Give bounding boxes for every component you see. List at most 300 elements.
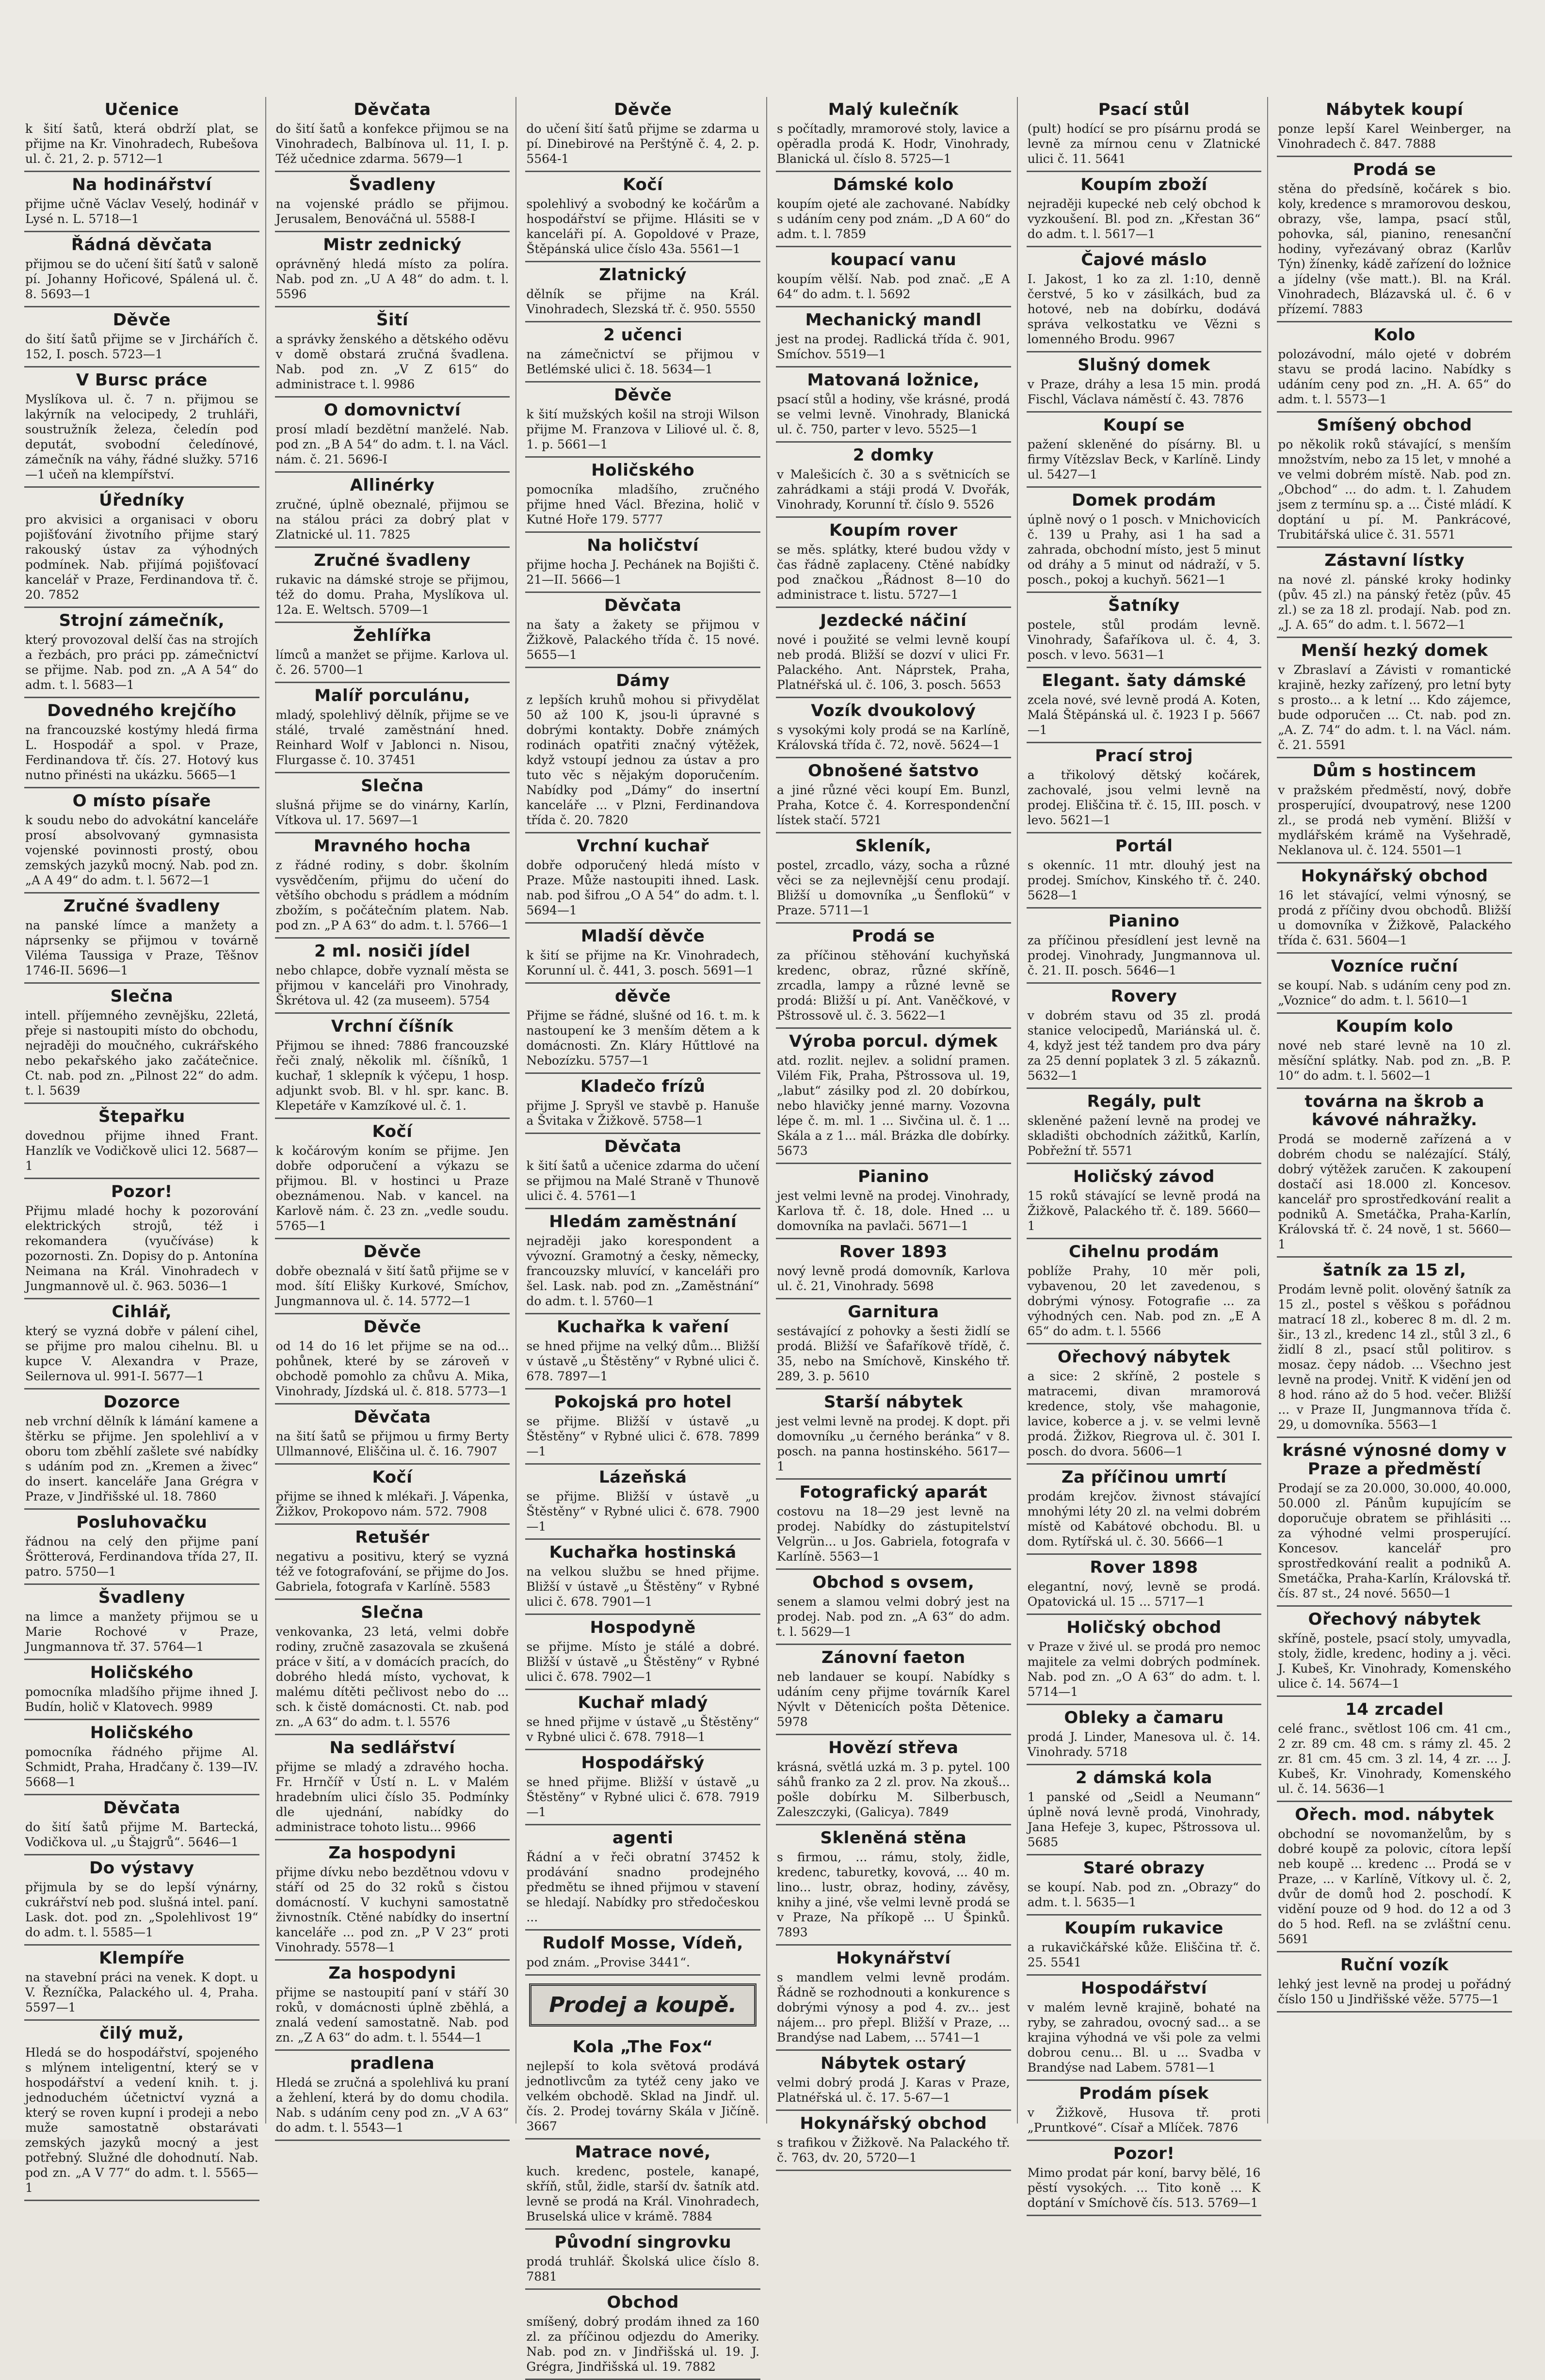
- classified-ad: [24, 1585, 259, 1660]
- ad-body: na šaty a žakety se přijmou v Žižkově, Palackého třída č. 15 nové. 5655—1: [526, 618, 760, 662]
- ad-heading: Vrchní kuchař: [577, 836, 709, 856]
- ad-heading: Garnitura: [848, 1302, 939, 1322]
- classified-ad: [1027, 247, 1262, 352]
- classified-ad: [525, 2230, 760, 2290]
- ad-body: nejraději kupecké neb celý obchod k vyzkoušení. Bl. pod zn. „Křestan 36“ do adm. t. l. 5617—1: [1027, 197, 1261, 241]
- ad-heading: Za hospodyni: [328, 1964, 456, 1983]
- ad-body: senem a slamou velmi dobrý jest na prodej. Nab. pod zn. „A 63“ do adm. t. l. 5629—1: [777, 1595, 1010, 1639]
- classified-ad: [275, 1314, 510, 1405]
- ad-body: sestávající z pohovky a šesti židlí se prodá. Bližší ve Šafaříkově třídě, č. 35, nebo na Smíchově, Kinského tř. 289, 3. p. 5610: [777, 1324, 1010, 1383]
- ad-body: atd. rozlit. nejlev. a solidní pramen. Vilém Fik, Praha, Pštrossova ul. 19, „labut“ zásilky pod zl. 20 dobírkou, nebo hlavičky jenné marny. Vozovna lépe č. m. ml. 1 ... Sivčina ul. č. 1 ... Skála a z 1... mál. Brázka dle dobírky. 5673: [777, 1054, 1010, 1158]
- ad-heading: Na hodinářství: [72, 175, 212, 194]
- classified-ad: [525, 533, 760, 593]
- ad-body: přijme se nastoupití paní v stáří 30 roků, v domácnosti úplně zběhlá, a znalá vedení samostatně. Nab. pod zn. „Z A 63“ do adm. t. l. 5544—1: [275, 1985, 509, 2045]
- ad-heading: Matrace nové,: [575, 2142, 711, 2162]
- classified-ad: [776, 1299, 1011, 1390]
- ad-heading: Prodá se: [852, 926, 935, 946]
- ad-heading: Do výstavy: [89, 1858, 194, 1878]
- classified-ad: [275, 473, 510, 548]
- classified-ad: [275, 232, 510, 307]
- classified-ad: [275, 1961, 510, 2051]
- section-banner: Prodej a koupě.: [529, 1983, 756, 2027]
- ad-body: jest velmi levně na prodej. K dopt. při domovníku „u černého beránka“ v 8. posch. na panna hostinského. 5617—1: [777, 1414, 1010, 1473]
- ad-body: na zámečnictví se přijmou v Betlémské ulici č. 18. 5634—1: [526, 347, 760, 376]
- ad-body: přijme J. Spryšl ve stavbě p. Hanuše a Švitaka v Žižkově. 5758—1: [526, 1099, 760, 1128]
- ad-body: Myslíkova ul. č. 7 n. přijmou se lakýrník na velocipedy, 2 truhláři, soustružník železa, čeledín pod deputát, svobodní čeledínové, zámečník na váhy, řádné služky. 5716—1 učeň na klempířství.: [25, 392, 258, 481]
- classified-ad: [1027, 413, 1262, 488]
- ad-heading: Cihelnu prodám: [1069, 1242, 1219, 1262]
- ad-heading: Prací stroj: [1095, 746, 1193, 766]
- ad-body: pro akvisici a organisaci v oboru pojišťování životního přijme starý rakouský ústav za výhodných podmínek. Nab. přijímá pojišťovací kancelář v Praze, Ferdinandova tř. č. 20. 7852: [25, 512, 258, 602]
- ad-heading: Mistr zednický: [323, 235, 462, 255]
- ad-heading: Holičského: [90, 1723, 193, 1742]
- ad-heading: Kočí: [623, 175, 663, 194]
- classified-ad: [1027, 1916, 1262, 1976]
- ad-heading: 14 zrcadel: [1345, 1700, 1444, 1719]
- ad-body: v Praze, dráhy a lesa 15 min. prodá Fischl, Václava náměstí č. 43. 7876: [1027, 377, 1261, 406]
- ad-heading: Za příčinou umrtí: [1061, 1468, 1227, 1487]
- classified-ad: [776, 1029, 1011, 1164]
- ad-heading: Dámské kolo: [833, 175, 954, 194]
- classified-ad: [24, 698, 259, 788]
- classified-ad: [525, 1074, 760, 1134]
- ad-body: přijme se mladý a zdravého hocha. Fr. Hrnčíř v Ústí n. L. v Malém hradebním ulici číslo 35. Podmínky dle ujednání, nabídky do administrace tohoto listu... 9966: [275, 1760, 509, 1834]
- ad-body: neb vrchní dělník k lámání kamene a štěrku se přijme. Jen spolehliví a v oboru tom zběhlí zašlete své nabídky s udáním pod zn. „Kremen a živec“ do insert. kanceláře Jana Grégra v Praze, v Jindřišské ul. 18. 7860: [25, 1414, 258, 1503]
- classified-ad: [275, 1735, 510, 1840]
- ad-heading: Švadleny: [98, 1588, 185, 1607]
- classified-ad: [525, 383, 760, 458]
- ad-body: do šití šatů přijme M. Bartecká, Vodičkova ul. „u Štajgrů“. 5646—1: [25, 1820, 258, 1849]
- classified-ad: [275, 398, 510, 473]
- ad-heading: Kola „The Fox“: [572, 2037, 713, 2057]
- classified-ad: [1027, 1976, 1262, 2081]
- ad-heading: 2 domky: [853, 446, 934, 465]
- ad-heading: Řádná děvčata: [71, 235, 212, 255]
- ad-heading: Výroba porcul. dýmek: [789, 1032, 998, 1051]
- classified-ad: [24, 1946, 259, 2021]
- ad-body: v dobrém stavu od 35 zl. prodá stanice velocipedů, Mariánská ul. č. 4, když jest též tandem pro dva páry za 25 denní poplatek 3 zl. 5 zákaznů. 5632—1: [1027, 1008, 1261, 1083]
- classified-ad: [525, 2290, 760, 2380]
- classified-ad: [525, 1390, 760, 1465]
- ad-body: prosí mladí bezdětní manželé. Nab. pod zn. „B A 54“ do adm. t. l. na Václ. nám. č. 21. 5696-I: [275, 422, 509, 466]
- classified-ad: [1027, 1705, 1262, 1765]
- classified-ad: [275, 773, 510, 833]
- classified-ad: [1277, 413, 1512, 548]
- classified-ad: [24, 97, 259, 172]
- classified-ad: [1277, 954, 1512, 1014]
- ad-body: intell. příjemného zevnějšku, 22letá, přeje si nastoupiti místo do obchodu, nejraději do moučného, cukrářského nebo pekařského jako začátečnice. Ct. nab. pod zn. „Pilnost 22“ do adm. t. l. 5639: [25, 1008, 258, 1098]
- ad-heading: Děvče: [363, 1317, 421, 1337]
- classified-ad: [776, 443, 1011, 518]
- ad-body: zcela nové, své levně prodá A. Koten, Malá Štěpánská ul. č. 1923 I p. 5667—1: [1027, 693, 1261, 737]
- ad-body: pomocníka mladšího, zručného přijme hned Václ. Březina, holič v Kutné Hoře 179. 5777: [526, 482, 760, 527]
- ad-body: zručné, úplně obeznalé, přijmou se na stálou práci za dobrý plat v Zlatnické ul. 11. 7825: [275, 497, 509, 542]
- ad-heading: Koupím kolo: [1336, 1017, 1453, 1036]
- ad-heading: Portál: [1115, 836, 1173, 856]
- ad-heading: Klempíře: [99, 1949, 185, 1968]
- classified-column-4: [771, 97, 1018, 2165]
- ad-body: přijmou se do učení šití šatů v saloně pí. Johanny Hořicové, Spálená ul. č. 8. 5693—1: [25, 257, 258, 301]
- classified-ad: [776, 1164, 1011, 1239]
- ad-body: na panské límce a manžety a náprsenky se přijmou v továrně Viléma Taussiga v Praze, Těšnov 1746-II. 5696—1: [25, 918, 258, 977]
- ad-heading: Domek prodám: [1072, 491, 1216, 510]
- classified-ad: [24, 1720, 259, 1795]
- ad-body: smíšený, dobrý prodám ihned za 160 zl. za příčinou odjezdu do Ameriky. Nab. pod zn. v Jindřišská ul. 19. J. Grégra, Jindřišská ul. 19. 7882: [526, 2315, 760, 2374]
- ad-body: od 14 do 16 let přijme se na od... pohůnek, které by se zároveň v obchodě pomohlo za chůvu A. Mika, Vinohrady, Jízdská ul. č. 818. 5773—1: [275, 1339, 509, 1398]
- ad-heading: Kuchařka k vaření: [557, 1317, 729, 1337]
- ad-heading: továrna na škrob a kávové náhražky.: [1304, 1092, 1484, 1130]
- classified-ad: [24, 172, 259, 232]
- classified-ad: [525, 924, 760, 984]
- classified-ad: [776, 833, 1011, 924]
- ad-body: v Žižkově, Husova tř. proti „Pruntkové“. Císař a Mlíček. 7876: [1027, 2106, 1261, 2135]
- classified-ad: [525, 97, 760, 172]
- ad-body: v Zbraslaví a Závisti v romantické krajině, hezky zařízený, pro letní byty s prosto... a k letní ... Kdo zájemce, bude odporučen ... Ct. nab. pod zn. „A. Z. 74“ do adm. t. l. na Václ. nám. č. 21. 5591: [1278, 663, 1512, 752]
- classified-ad: [525, 668, 760, 833]
- ad-heading: Holičského: [591, 461, 695, 480]
- ad-heading: O místo písaře: [72, 791, 211, 811]
- classified-ad: [1027, 1089, 1262, 1164]
- ad-heading: Malý kulečník: [828, 100, 959, 119]
- ad-heading: Šití: [376, 310, 409, 330]
- ad-heading: Fotografický aparát: [799, 1483, 988, 1502]
- ad-heading: Děvčata: [604, 596, 682, 615]
- ad-body: prodám krejčov. živnost stávající mnohými léty 20 zl. na velmi dobrém místě od Kabátové obchodu. Bl. u dom. Rytířská ul. č. 30. 5666—1: [1027, 1489, 1261, 1549]
- classified-ad: [1277, 638, 1512, 758]
- ad-heading: Děvčata: [354, 100, 431, 119]
- ad-body: obchodní se novomanželům, by s dobré koupě za polovic, cítora lepší neb koupě ... kredenc ... Prodá se v Praze, ... v Karlíně, Vítkovy ul. č. 2, dvůr de domů hod 2. poschodí. K vidění pouze od 9 hod. do 12 a od 3 do 5 hod. Refl. na se zvláštní cenu. 5691: [1278, 1827, 1512, 1946]
- classified-ad: [24, 1390, 259, 1510]
- classified-ad: [24, 984, 259, 1104]
- ad-heading: Smíšený obchod: [1317, 415, 1472, 435]
- ad-heading: Štepařku: [98, 1107, 185, 1126]
- classified-column-3: [520, 97, 767, 2374]
- ad-heading: Hledám zaměstnání: [549, 1212, 737, 1231]
- classified-ad: [1027, 2081, 1262, 2141]
- ad-heading: Děvčata: [103, 1798, 180, 1818]
- ad-body: slušná přijme se do vinárny, Karlín, Vítkova ul. 17. 5697—1: [275, 798, 509, 827]
- ad-heading: Hospodyně: [590, 1618, 696, 1637]
- classified-ad: [275, 2051, 510, 2141]
- ad-heading: Slečna: [361, 776, 424, 796]
- ad-heading: Vozík dvoukolový: [811, 701, 976, 720]
- ad-heading: Kočí: [372, 1122, 413, 1141]
- ad-body: pomocníka řádného přijme Al. Schmidt, Praha, Hradčany č. 139—IV. 5668—1: [25, 1745, 258, 1789]
- ad-heading: Psací stůl: [1098, 100, 1190, 119]
- ad-body: pod znám. „Provise 3441“.: [526, 1955, 690, 1969]
- ad-body: skleněné pažení levně na prodej ve skladišti obchodních zážitků, Karlín, Pobřežní tř. 5571: [1027, 1114, 1261, 1158]
- classified-ad: [1277, 157, 1512, 322]
- ad-body: koupím ojeté ale zachované. Nabídky s udáním ceny pod znám. „D A 60“ do adm. t. l. 7859: [777, 197, 1010, 241]
- ad-heading: Rudolf Mosse, Vídeň,: [542, 1933, 743, 1953]
- classified-ad: [24, 1855, 259, 1946]
- classified-ad: [24, 608, 259, 698]
- ad-heading: Učenice: [104, 100, 179, 119]
- ad-body: řádnou na celý den přijme paní Šrötterová, Ferdinandova třída 27, II. patro. 5750—1: [25, 1534, 258, 1579]
- ad-heading: čilý muž,: [99, 2024, 184, 2043]
- ad-body: z lepších kruhů mohou si přivydělat 50 až 100 K, jsou-li úpravné s dobrými kontakty. Dobře známých rodinách opatřiti značný výtěžek, když vstoupí jednou za ústav a pro tuto věc s nějakým doporučením. Nabídky pod „Dámy“ do insertní kanceláře ... v Plzni, Ferdinandova třída č. 20. 7820: [526, 693, 760, 827]
- classified-ad: [776, 1825, 1011, 1946]
- ad-heading: Menší hezký domek: [1301, 641, 1488, 660]
- classified-ad: [525, 1825, 760, 1931]
- ad-heading: Matovaná ložnice,: [807, 370, 980, 390]
- ad-body: který provozoval delší čas na strojích a řezbách, pro práci pp. zámečnictví se přijme. Nab. pod zn. „A A 54“ do adm. t. l. 5683—1: [25, 633, 258, 692]
- classified-ad: [1027, 97, 1262, 172]
- classified-ad: [1027, 984, 1262, 1089]
- ad-body: se měs. splátky, které budou vždy v čas řádně zaplaceny. Ctěné nabídky pod značkou „Řádnost 8—10 do administrace t. listu. 5727—1: [777, 543, 1010, 602]
- classified-ad: [525, 1690, 760, 1750]
- ad-heading: O domovnictví: [324, 400, 461, 420]
- ad-body: s počítadly, mramorové stoly, lavice a opěradla prodá K. Hodr, Vinohrady, Blanická ul. číslo 8. 5725—1: [777, 122, 1010, 166]
- classified-ad: [24, 367, 259, 488]
- ad-heading: Staré obrazy: [1083, 1858, 1205, 1878]
- classified-ad: [525, 984, 760, 1074]
- ad-heading: Děvče: [614, 100, 672, 119]
- classified-ad: [24, 2021, 259, 2201]
- classified-ad: [275, 683, 510, 773]
- ad-heading: Slečna: [361, 1603, 424, 1622]
- ad-body: do učení šití šatů přijme se zdarma u pí. Dinebirové na Perštýně č. 4, 2. p. 5564-1: [526, 122, 760, 166]
- classified-ad: [1027, 1344, 1262, 1465]
- ad-body: s firmou, ... rámu, stoly, židle, kredenc, taburetky, kovová, ... 40 m. lino... lustr, obraz, hodiny, závěsy, knihy a jiné, vše velmi levně prodá se v Praze, Na příkopě ... U Špinků. 7893: [777, 1850, 1010, 1939]
- ad-body: Přijmou se ihned: 7886 francouzské řeči znalý, několik ml. číšníků, 1 kuchař, 1 sklepník k výčepu, 1 hosp. adjunkt svob. Bl. v hl. spr. kanc. B. Klepetáře v Kamzíkové ul. č. 1.: [275, 1038, 509, 1113]
- ad-heading: Elegant. šaty dámské: [1042, 671, 1246, 690]
- classified-ad: [1277, 1697, 1512, 1802]
- classified-ad: [1027, 172, 1262, 247]
- classified-ad: [1277, 548, 1512, 638]
- classified-ad: [776, 97, 1011, 172]
- ad-body: Přijme se řádné, slušné od 16. t. m. k nastoupení ke 3 menším dětem a k domácnosti. Zn. Kláry Hűttlové na Nebozízku. 5757—1: [526, 1008, 760, 1068]
- ad-heading: Malíř porculánu,: [314, 686, 470, 705]
- ad-body: jest na prodej. Radlická třída č. 901, Smíchov. 5519—1: [777, 332, 1010, 361]
- ad-heading: Prodá se: [1352, 160, 1436, 179]
- classified-ad: [1277, 322, 1512, 413]
- ad-heading: Dámy: [616, 671, 670, 690]
- ad-heading: Vrchní číšník: [331, 1017, 454, 1036]
- ad-body: úplně nový o 1 posch. v Mnichovicích č. 139 u Prahy, asi 1 ha sad a zahrada, obchodní místo, jest 5 minut od dráhy a 5 minut od nádraží, v 5. posch., pokoj a kuchyň. 5621—1: [1027, 512, 1261, 587]
- ad-heading: Ořechový nábytek: [1057, 1347, 1231, 1367]
- ad-body: na francouzské kostýmy hledá firma L. Hospodář a spol. v Praze, Ferdinandova tř. čís. 27. Hotový kus nutno přinésti na ukázku. 5665—1: [25, 723, 258, 782]
- ad-heading: pradlena: [350, 2054, 435, 2073]
- ad-heading: Kladečo frízů: [580, 1077, 706, 1096]
- ad-heading: Obnošené šatstvo: [808, 761, 979, 781]
- ad-body: 16 let stávající, velmi výnosný, se prodá z příčiny dvou obchodů. Bližší u domovníka v Žižkově, Palackého třída č. 631. 5604—1: [1278, 888, 1512, 947]
- ad-heading: Pianino: [1108, 911, 1180, 931]
- ad-body: k šití šatů, která obdrží plat, se přijme na Kr. Vinohradech, Rubešova ul. č. 21, 2. p. 5712—1: [25, 122, 258, 166]
- ad-heading: V Bursc práce: [76, 370, 208, 390]
- ad-body: k kočárovým koním se přijme. Jen dobře odporučení a výkazu se přijmou. Bl. v hostinci u Praze obeznámenou. Nab. v kancel. na Karlově nám. č. 23 zn. „vedle soudu. 5765—1: [275, 1144, 509, 1233]
- ad-body: oprávněný hledá místo za políra. Nab. pod zn. „U A 48“ do adm. t. l. 5596: [275, 257, 509, 301]
- ad-heading: Posluhovačku: [76, 1513, 208, 1532]
- ad-body: postel, zrcadlo, vázy, socha a různé věci se za nejlevnější cenu prodají. Bližší u domovníka „u Šenflokü“ v Praze. 5711—1: [777, 858, 1010, 917]
- ad-heading: Původní singrovku: [554, 2233, 732, 2252]
- ad-heading: Nábytek ostarý: [821, 2054, 966, 2073]
- ad-heading: Dům s hostincem: [1312, 761, 1477, 781]
- classified-ad: [275, 833, 510, 939]
- ad-heading: Slečna: [110, 987, 174, 1006]
- ad-heading: Hospodářský: [581, 1753, 705, 1773]
- classified-ad: [1027, 668, 1262, 743]
- ad-body: I. Jakost, 1 ko za zl. 1:10, denně čerstvé, 5 ko v zásilkách, bud za hotové, neb na dobírku, dodává správa velkostatku ve Vězni s lomenného Brodu. 9967: [1027, 272, 1261, 346]
- ad-body: Hledá se do hospodářství, spojeného s mlýnem inteligentní, který se v hospodářství a vedení knih. t. j. jednoduchém účetnictví vyzná a který se roven kupní i prodeji a nebo muže samostatně obstarávati zemských jazyků mocný a jest potřebný. Služné dle dohodnutí. Nab. pod zn. „A V 77“ do adm. t. l. 5565—1: [25, 2045, 258, 2195]
- classified-ad: [24, 1795, 259, 1855]
- classified-ad: [1277, 1089, 1512, 1258]
- ad-heading: Zručné švadleny: [63, 896, 220, 916]
- ad-body: k šití mužských košil na stroji Wilson přijme M. Franzova v Liliové ul. č. 8, 1. p. 5661—1: [526, 407, 760, 451]
- ad-heading: koupací vanu: [830, 250, 957, 270]
- ad-body: ponze lepší Karel Weinberger, na Vinohradech č. 847. 7888: [1278, 122, 1512, 151]
- ad-body: a jiné různé věci koupí Em. Bunzl, Praha, Kotce č. 4. Korrespondenční lístek stačí. 5721: [777, 783, 1010, 827]
- classified-ad: [275, 623, 510, 683]
- ad-body: Prodám levně polit. olověný šatník za 15 zl., postel s věškou s pořádnou matrací 18 zl., koberec 8 m. dl. 2 m. šir., 13 zl., kredenc 14 zl., stůl 3 zl., 6 židlí 8 zl., psací stůl politirov. s mosaz. čepy nádob. ... Všechno jest levně na prodej. Vnitř. K vidění jen od 8 hod. ráno až do 5 hod. večer. Bližší ... v Praze II, Jungmannova třída č. 29, u domovníka. 5563—1: [1278, 1282, 1512, 1432]
- classified-ad: [275, 548, 510, 623]
- classified-ad: [525, 1465, 760, 1540]
- ad-body: na nové zl. pánské kroky hodinky (pův. 45 zl.) na pánský řetěz (pův. 45 zl.) se za 18 zl. prodají. Nab. pod zn. „J. A. 65“ do adm. t. l. 5672—1: [1278, 573, 1512, 632]
- classified-ad: [1027, 1855, 1262, 1916]
- classified-ad: [776, 1570, 1011, 1645]
- ad-body: s trafikou v Žižkově. Na Palackého tř. č. 763, dv. 20, 5720—1: [777, 2136, 1010, 2165]
- classified-ad: [1027, 833, 1262, 909]
- ad-body: který se vyzná dobře v pálení cihel, se přijme pro malou cihelnu. Bl. u kupce V. Alexandra v Praze, Seilernova ul. 991-I. 5677—1: [25, 1324, 258, 1383]
- ad-body: dělník se přijme na Král. Vinohradech, Slezská tř. č. 950. 5550: [526, 287, 760, 316]
- classified-ad: [24, 1660, 259, 1720]
- ad-body: z řádné rodiny, s dobr. školním vysvědčením, přijmu do učení do většího obchodu s prádlem a módním zbožím, s počátečním platem. Nab. pod zn. „P A 63“ do adm. t. l. 5766—1: [275, 858, 509, 932]
- classified-ad: [776, 924, 1011, 1029]
- ad-heading: Holičského: [90, 1663, 193, 1682]
- ad-heading: 2 učenci: [603, 325, 683, 345]
- ad-body: elegantní, nový, levně se prodá. Opatovická ul. 15 ... 5717—1: [1027, 1580, 1261, 1609]
- classified-ad: [275, 1525, 510, 1600]
- classified-ad: [24, 894, 259, 984]
- ad-heading: Nábytek koupí: [1325, 100, 1464, 119]
- ad-body: nové neb staré levně na 10 zl. měsíční splátky. Nab. pod zn. „B. P. 10“ do adm. t. l. 5602—1: [1278, 1038, 1512, 1083]
- ad-body: na stavební práci na venek. K dopt. u V. Řezníčka, Palackého ul. 4, Praha. 5597—1: [25, 1970, 258, 2014]
- ad-heading: Rovery: [1110, 987, 1177, 1006]
- classified-ad: [1027, 488, 1262, 593]
- ad-body: prodá truhlář. Školská ulice číslo 8. 7881: [526, 2254, 760, 2284]
- ad-heading: Rover 1893: [839, 1242, 948, 1262]
- classified-ad: [776, 1946, 1011, 2051]
- classified-ad: [275, 172, 510, 232]
- ad-body: dobře obeznalá v šití šatů přijme se v mod. šítí Elišky Kurkové, Smíchov, Jungmannova ul. č. 14. 5772—1: [275, 1264, 509, 1308]
- ad-body: psací stůl a hodiny, vše krásné, prodá se velmi levně. Vinohrady, Blanická ul. č. 750, parter v levo. 5525—1: [777, 392, 1010, 436]
- ad-body: mladý, spolehlivý dělník, přijme se ve stálé, trvalé zaměstnání hned. Reinhard Wolf v Jablonci n. Nisou, Flurgasse č. 10. 37451: [275, 708, 509, 767]
- ad-body: costovu na 18—29 jest levně na prodej. Nabídky do zástupitelství Velgrün... u Jos. Gabriela, fotografa v Karlíně. 5563—1: [777, 1504, 1010, 1564]
- classified-ad: [525, 1314, 760, 1390]
- ad-heading: Strojní zámečník,: [59, 611, 225, 630]
- classified-ad: [525, 1540, 760, 1615]
- classified-ad: [1277, 97, 1512, 157]
- ad-body: polozávodní, málo ojeté v dobrém stavu se prodá lacino. Nabídky s udáním ceny pod zn. „H. A. 65“ do adm. t. l. 5573—1: [1278, 347, 1512, 406]
- classified-ad: [1027, 1615, 1262, 1705]
- classified-ad: [24, 488, 259, 608]
- ad-body: lehký jest levně na prodej u pořádný číslo 150 u Jindřišské věže. 5775—1: [1278, 1977, 1512, 2006]
- ad-body: v malém levně krajině, bohaté na ryby, se zahradou, ovocný sad... a se krajina výhodná ve vši pole za velmi dobrou cenu... Bl. u ... Svadba v Brandýse nad Labem. 5781—1: [1027, 2000, 1261, 2075]
- ad-body: přijme dívku nebo bezdětnou vdovu v stáří od 25 do 32 roků s čistou domácností. V kuchyni samostatně živnostník. Ctěné nabídky do insertní kanceláře ... pod zn. „P V 23“ proti Vinohrady. 5578—1: [275, 1865, 509, 1954]
- ad-body: poblíže Prahy, 10 měr poli, vybavenou, 20 let zavedenou, s dobrými výnosy. Fotografie ... za výhodných cen. Nab. pod zn. „E A 65“ do adm. t. l. 5566: [1027, 1264, 1261, 1338]
- ad-body: a třikolový dětský kočárek, zachovalé, jsou velmi levně na prodej. Eliščina tř. č. 15, III. posch. v levo. 5621—1: [1027, 768, 1261, 827]
- classified-column-6: [1272, 97, 1518, 2124]
- ad-body: se přijme. Místo je stálé a dobré. Bližší v ústavě „u Štěstěny“ v Rybné ulici č. 678. 7902—1: [526, 1640, 760, 1684]
- classified-ad: [24, 232, 259, 307]
- classified-ad: [776, 247, 1011, 307]
- ad-heading: 2 dámská kola: [1076, 1768, 1213, 1788]
- ad-heading: Kolo: [1373, 325, 1416, 345]
- ad-body: krásná, světlá uzká m. 3 p. pytel. 100 sáhů franko za 2 zl. prov. Na zkouš... pošle dobírku M. Silberbusch, Zaleszczyki, (Galicya). 7849: [777, 1760, 1010, 1819]
- classified-ad: [275, 1405, 510, 1465]
- ad-heading: Hokynářský obchod: [800, 2114, 987, 2133]
- ad-body: pažení skleněné do písárny. Bl. u firmy Vítězslav Beck, v Karlíně. Lindy ul. 5427—1: [1027, 437, 1261, 481]
- classified-ad: [776, 1239, 1011, 1299]
- classified-ad: [525, 262, 760, 322]
- ad-heading: Obchod: [607, 2293, 679, 2312]
- classified-ad: [776, 2051, 1011, 2111]
- ad-heading: 2 ml. nosiči jídel: [314, 942, 470, 961]
- ad-body: se přijme. Bližší v ústavě „u Štěstěny“ v Rybné ulici č. 678. 7899—1: [526, 1414, 760, 1458]
- classified-ad: [275, 97, 510, 172]
- ad-heading: Zástavní lístky: [1324, 551, 1465, 570]
- ad-body: na šití šatů se přijmou u firmy Berty Ullmannové, Eliščina ul. č. 16. 7907: [275, 1429, 509, 1458]
- ad-body: se hned přijme v ústavě „u Štěstěny“ v Rybné ulici č. 678. 7918—1: [526, 1715, 760, 1744]
- classified-ad: [1277, 1014, 1512, 1089]
- ad-heading: Kočí: [372, 1468, 413, 1487]
- ad-heading: Mravného hocha: [313, 836, 471, 856]
- ad-heading: šatník za 15 zl,: [1322, 1261, 1466, 1280]
- classified-ad: [525, 172, 760, 262]
- classified-ad: [776, 608, 1011, 698]
- ad-body: skříně, postele, psací stoly, umyvadla, stoly, židle, kredenc, hodiny a j. věci. J. Kubeš, Kr. Vinohrady, Komenského ulice č. 14. 5674—1: [1278, 1631, 1512, 1691]
- ad-body: k šití se přijme na Kr. Vinohradech, Korunní ul. č. 441, 3. posch. 5691—1: [526, 948, 760, 977]
- ad-heading: Obleky a čamaru: [1064, 1708, 1224, 1727]
- classified-ad: [525, 1931, 760, 1976]
- classified-ad: [1027, 2141, 1262, 2216]
- ad-heading: Úředníky: [99, 491, 185, 510]
- classified-ad: [275, 1239, 510, 1314]
- ad-heading: Zlatnický: [599, 265, 687, 285]
- ad-heading: Švadleny: [349, 175, 436, 194]
- classified-ad: [525, 1615, 760, 1690]
- ad-body: po několik roků stávající, s menším množstvím, nebo za 15 let, v mnohé a ve velmi dobrém místě. Nab. pod zn. „Obchod“ ... do adm. t. l. Zahudem jsem z termínu sp. a ... Čisté mládí. K doptání u pí. M. Pankrácové, Trubitářská ulice č. 31. 5571: [1278, 437, 1512, 542]
- ad-heading: Hokynářský obchod: [1301, 866, 1488, 886]
- ad-heading: Kuchařka hostinská: [549, 1543, 737, 1562]
- classified-ad: [275, 307, 510, 398]
- ad-heading: Děvče: [113, 310, 171, 330]
- classified-ad: [1277, 1952, 1512, 2013]
- ad-heading: Pokojská pro hotel: [554, 1392, 732, 1412]
- classified-columns: [19, 97, 1518, 2374]
- classified-ad: [1027, 1555, 1262, 1615]
- classified-ad: [525, 2034, 760, 2140]
- ad-heading: Skleněná stěna: [820, 1828, 967, 1848]
- ad-heading: Regály, pult: [1087, 1092, 1201, 1111]
- ad-body: 1 panské od „Seidl a Neumann“ úplně nová levně prodá, Vinohrady, Jana Hefeje 3, kupec, Pštrossova ul. 5685: [1027, 1790, 1261, 1849]
- ad-heading: Šatníky: [1108, 596, 1180, 615]
- ad-body: Hledá se zručná a spolehlivá ku praní a žehlení, která by do domu chodila. Nab. s udáním ceny pod zn. „V A 63“ do adm. t. l. 5543—1: [275, 2076, 509, 2135]
- classified-ad: [776, 367, 1011, 443]
- ad-body: nejlepší to kola světová prodává jednotlivcům za tytéž ceny jako ve velkém obchodě. Sklad na Jindř. ul. čís. 2. Prodej továrny Skála v Jičíně. 3667: [526, 2059, 760, 2133]
- ad-heading: Koupím rover: [829, 521, 958, 540]
- ad-heading: Skleník,: [855, 836, 932, 856]
- ad-heading: Ořech. mod. nábytek: [1295, 1805, 1495, 1824]
- ad-body: k soudu nebo do advokátní kanceláře prosí absolvovaný gymnasista vojenské povinnosti prostý, obou zemských jazyků mocný. Nab. pod zn. „A A 49“ do adm. t. l. 5672—1: [25, 813, 258, 887]
- ad-body: dobře odporučený hledá místo v Praze. Může nastoupiti ihned. Lask. nab. pod šifrou „O A 54“ do adm. t. l. 5694—1: [526, 858, 760, 917]
- classified-ad: [776, 1390, 1011, 1480]
- ad-body: a rukavičkářské kůže. Eliščina tř. č. 25. 5541: [1027, 1940, 1261, 1969]
- ad-body: s okenníc. 11 mtr. dlouhý jest na prodej. Smíchov, Kinského tř. č. 240. 5628—1: [1027, 858, 1261, 902]
- ad-heading: Pozor!: [111, 1182, 173, 1201]
- classified-column-5: [1022, 97, 1269, 2210]
- ad-body: neb landauer se koupí. Nabídky s udáním ceny přijme továrník Karel Nývlt v Dětenicích pošta Dětenice. 5978: [777, 1670, 1010, 1729]
